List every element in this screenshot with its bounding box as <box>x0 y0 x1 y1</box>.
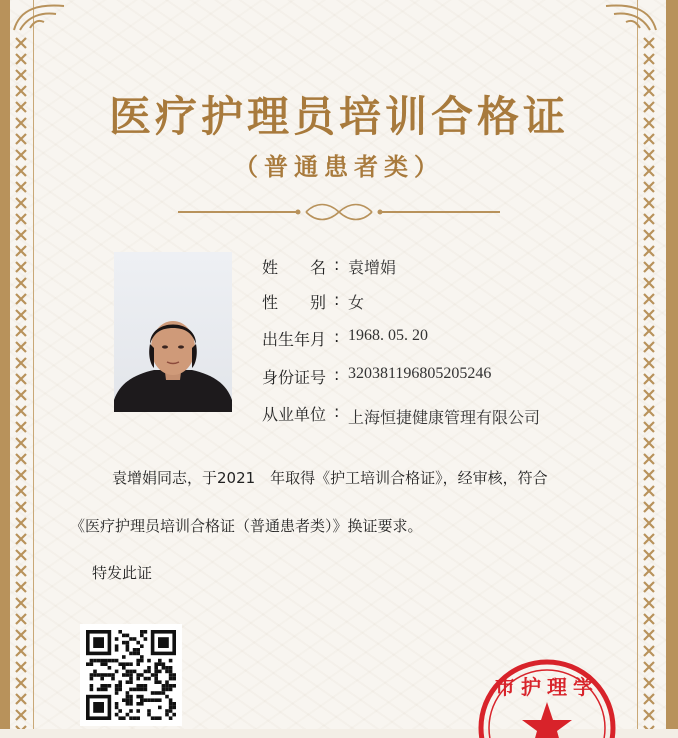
border-x-mark <box>16 134 26 144</box>
border-x-mark <box>16 214 26 224</box>
border-x-mark <box>644 518 654 528</box>
border-x-mark <box>16 710 26 720</box>
border-x-mark <box>16 614 26 624</box>
border-x-mark <box>644 582 654 592</box>
birth-date-colon: : <box>334 327 340 346</box>
border-x-mark <box>644 598 654 608</box>
gender-value: 女 <box>348 295 365 312</box>
border-x-mark <box>16 550 26 560</box>
official-seal <box>472 648 622 738</box>
border-x-mark <box>644 246 654 256</box>
border-x-mark <box>16 230 26 240</box>
border-x-mark <box>644 470 654 480</box>
border-x-mark <box>16 326 26 336</box>
border-x-mark <box>644 134 654 144</box>
border-x-mark <box>16 454 26 464</box>
qr-code[interactable] <box>80 624 182 726</box>
left-border-pattern <box>12 0 30 729</box>
name-colon: : <box>334 255 340 274</box>
top-right-flourish-icon <box>600 0 660 36</box>
border-x-mark <box>16 646 26 656</box>
border-x-mark <box>16 486 26 496</box>
border-x-mark <box>16 598 26 608</box>
id-photo <box>114 252 232 412</box>
birth-date-label: 出生年月 <box>262 330 327 349</box>
certificate-subtitle: （普通患者类） <box>234 152 444 181</box>
border-x-mark <box>16 438 26 448</box>
border-x-mark <box>16 342 26 352</box>
border-x-mark <box>16 422 26 432</box>
border-x-mark <box>16 86 26 96</box>
border-x-mark <box>16 566 26 576</box>
border-x-mark <box>644 198 654 208</box>
border-x-mark <box>16 150 26 160</box>
border-x-mark <box>644 678 654 688</box>
border-x-mark <box>16 294 26 304</box>
border-x-mark <box>16 182 26 192</box>
border-x-mark <box>644 438 654 448</box>
border-x-mark <box>16 374 26 384</box>
border-x-mark <box>16 246 26 256</box>
border-x-mark <box>16 278 26 288</box>
qr-code-icon <box>80 624 182 726</box>
border-x-mark <box>644 406 654 416</box>
border-x-mark <box>644 390 654 400</box>
statement-line-2: 《医疗护理员培训合格证（普通患者类）》换证要求。 <box>70 517 423 535</box>
border-x-mark <box>16 70 26 80</box>
border-x-mark <box>16 166 26 176</box>
border-x-mark <box>644 694 654 704</box>
gender-colon: : <box>334 290 340 309</box>
border-x-mark <box>16 630 26 640</box>
border-x-mark <box>644 342 654 352</box>
border-x-mark <box>644 534 654 544</box>
border-x-mark <box>644 502 654 512</box>
border-x-mark <box>16 662 26 672</box>
border-x-mark <box>16 198 26 208</box>
border-x-mark <box>644 102 654 112</box>
employer-value: 上海恒捷健康管理有限公司 <box>348 410 541 427</box>
border-x-mark <box>16 358 26 368</box>
border-x-mark <box>16 678 26 688</box>
right-border-pattern <box>640 0 658 729</box>
border-x-mark <box>16 582 26 592</box>
id-number-value: 320381196805205246 <box>348 365 492 382</box>
border-x-mark <box>644 86 654 96</box>
border-x-mark <box>644 422 654 432</box>
border-x-mark <box>644 54 654 64</box>
border-x-mark <box>644 278 654 288</box>
border-x-mark <box>644 230 654 240</box>
border-x-mark <box>16 406 26 416</box>
border-x-mark <box>16 534 26 544</box>
border-x-mark <box>644 166 654 176</box>
border-x-mark <box>16 390 26 400</box>
left-inner-rule <box>33 0 34 729</box>
border-x-mark <box>16 118 26 128</box>
border-x-mark <box>644 326 654 336</box>
border-x-mark <box>644 294 654 304</box>
id-number-label: 身份证号 <box>262 368 327 387</box>
closing-text: 特发此证 <box>92 564 153 582</box>
border-x-mark <box>644 182 654 192</box>
border-x-mark <box>644 38 654 48</box>
border-x-mark <box>644 358 654 368</box>
birth-date-value: 1968. 05. 20 <box>348 327 428 344</box>
employer-label: 从业单位 <box>262 405 327 424</box>
border-x-mark <box>644 486 654 496</box>
ornamental-divider-icon <box>178 200 500 224</box>
gender-label: 性 别 <box>262 293 327 312</box>
name-value: 袁增娟 <box>348 260 397 277</box>
border-x-mark <box>644 550 654 560</box>
border-x-mark <box>16 310 26 320</box>
border-x-mark <box>644 662 654 672</box>
border-x-mark <box>644 70 654 80</box>
border-x-mark <box>16 518 26 528</box>
id-number-colon: : <box>334 365 340 384</box>
border-x-mark <box>644 566 654 576</box>
border-x-mark <box>644 262 654 272</box>
border-x-mark <box>16 502 26 512</box>
border-x-mark <box>644 310 654 320</box>
border-x-mark <box>16 38 26 48</box>
border-x-mark <box>644 454 654 464</box>
name-label: 姓 名 <box>262 258 327 277</box>
border-x-mark <box>16 54 26 64</box>
border-x-mark <box>644 630 654 640</box>
seal-text: 市护理学 <box>495 675 599 699</box>
border-x-mark <box>644 214 654 224</box>
border-x-mark <box>644 710 654 720</box>
border-x-mark <box>16 102 26 112</box>
top-left-flourish-icon <box>10 0 70 36</box>
border-x-mark <box>644 646 654 656</box>
employer-colon: : <box>334 402 340 421</box>
border-x-mark <box>644 150 654 160</box>
border-x-mark <box>644 614 654 624</box>
border-x-mark <box>16 694 26 704</box>
border-x-mark <box>644 374 654 384</box>
border-x-mark <box>16 262 26 272</box>
certificate-title: 医疗护理员培训合格证 <box>108 92 569 141</box>
person-portrait-icon <box>114 252 232 412</box>
border-x-mark <box>644 118 654 128</box>
statement-line-1: 袁增娟同志，于2021 年取得《护工培训合格证》，经审核，符合 <box>112 469 548 487</box>
border-x-mark <box>16 470 26 480</box>
